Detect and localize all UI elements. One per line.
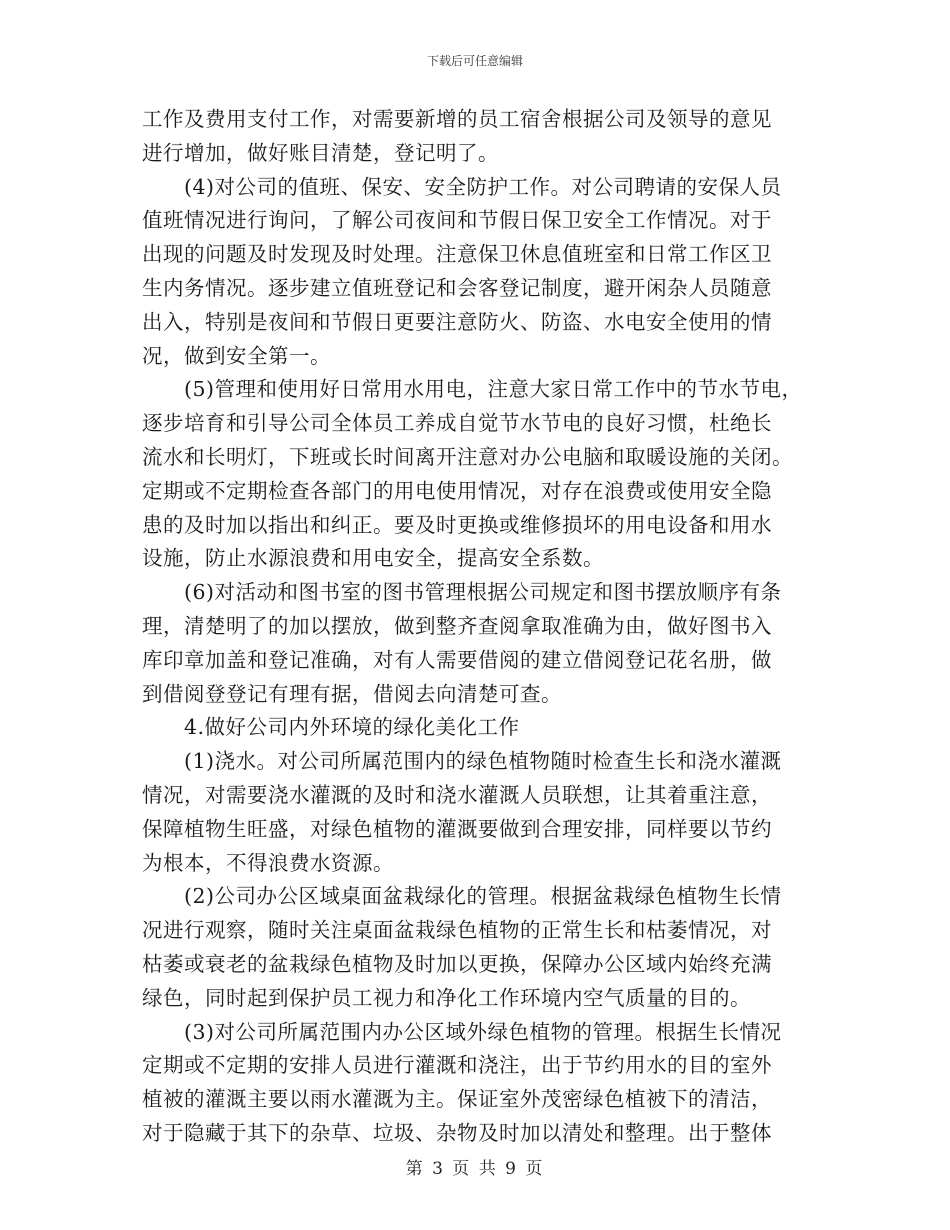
text-line: (6)对活动和图书室的图书管理根据公司规定和图书摆放顺序有条 bbox=[184, 580, 782, 605]
text-line: 定期或不定期检查各部门的用电使用情况，对存在浪费或使用安全隐 bbox=[142, 478, 772, 503]
text-line: 到借阅登登记有理有据，借阅去向清楚可查。 bbox=[142, 681, 562, 706]
text-line: (1)浇水。对公司所属范围内的绿色植物随时检查生长和浇水灌溉 bbox=[184, 749, 782, 774]
text-line: 生内务情况。逐步建立值班登记和会客登记制度，避开闲杂人员随意 bbox=[142, 275, 772, 300]
text-line: 为根本，不得浪费水资源。 bbox=[142, 850, 394, 875]
text-line: 况进行观察，随时关注桌面盆栽绿色植物的正常生长和枯萎情况，对 bbox=[142, 918, 772, 943]
text-line: 情况，对需要浇水灌溉的及时和浇水灌溉人员联想，让其着重注意， bbox=[142, 782, 772, 807]
text-line: 出入，特别是夜间和节假日更要注意防火、防盗、水电安全使用的情 bbox=[142, 309, 772, 334]
text-line: 理，清楚明了的加以摆放，做到整齐查阅拿取准确为由，做好图书入 bbox=[142, 613, 772, 638]
text-line: 进行增加，做好账目清楚，登记明了。 bbox=[142, 140, 499, 165]
text-line: (2)公司办公区域桌面盆栽绿化的管理。根据盆栽绿色植物生长情 bbox=[184, 884, 782, 909]
text-line: (4)对公司的值班、保安、安全防护工作。对公司聘请的安保人员 bbox=[184, 174, 782, 199]
page-footer: 第 3 页 共 9 页 bbox=[405, 1159, 545, 1179]
text-line: 4.做好公司内外环境的绿化美化工作 bbox=[184, 715, 520, 740]
text-line: 植被的灌溉主要以雨水灌溉为主。保证室外茂密绿色植被下的清洁， bbox=[142, 1087, 772, 1112]
text-line: 流水和长明灯，下班或长时间离开注意对办公电脑和取暖设施的关闭。 bbox=[142, 444, 793, 469]
text-line: 保障植物生旺盛，对绿色植物的灌溉要做到合理安排，同样要以节约 bbox=[142, 816, 772, 841]
text-line: 库印章加盖和登记准确，对有人需要借阅的建立借阅登记花名册，做 bbox=[142, 647, 772, 672]
text-line: 定期或不定期的安排人员进行灌溉和浇注，出于节约用水的目的室外 bbox=[142, 1053, 772, 1078]
text-line: 对于隐藏于其下的杂草、垃圾、杂物及时加以清处和整理。出于整体 bbox=[142, 1120, 772, 1145]
text-line: 出现的问题及时发现及时处理。注意保卫休息值班室和日常工作区卫 bbox=[142, 242, 772, 267]
text-line: 设施，防止水源浪费和用电安全，提高安全系数。 bbox=[142, 546, 604, 571]
text-line: 工作及费用支付工作，对需要新增的员工宿舍根据公司及领导的意见 bbox=[142, 107, 772, 131]
text-line: (3)对公司所属范围内办公区域外绿色植物的管理。根据生长情况 bbox=[184, 1019, 782, 1044]
text-line: 患的及时加以指出和纠正。要及时更换或维修损坏的用电设备和用水 bbox=[142, 512, 772, 537]
page-header: 下载后可任意编辑 bbox=[426, 54, 523, 68]
text-line: 况，做到安全第一。 bbox=[142, 343, 331, 368]
text-line: (5)管理和使用好日常用水用电，注意大家日常工作中的节水节电， bbox=[184, 377, 803, 402]
text-line: 逐步培育和引导公司全体员工养成自觉节水节电的良好习惯，杜绝长 bbox=[142, 411, 772, 436]
text-line: 值班情况进行询问，了解公司夜间和节假日保卫安全工作情况。对于 bbox=[142, 208, 772, 233]
document-body bbox=[142, 103, 822, 1151]
text-line: 绿色，同时起到保护员工视力和净化工作环境内空气质量的目的。 bbox=[142, 985, 751, 1010]
text-line: 枯萎或衰老的盆栽绿色植物及时加以更换，保障办公区域内始终充满 bbox=[142, 951, 772, 976]
